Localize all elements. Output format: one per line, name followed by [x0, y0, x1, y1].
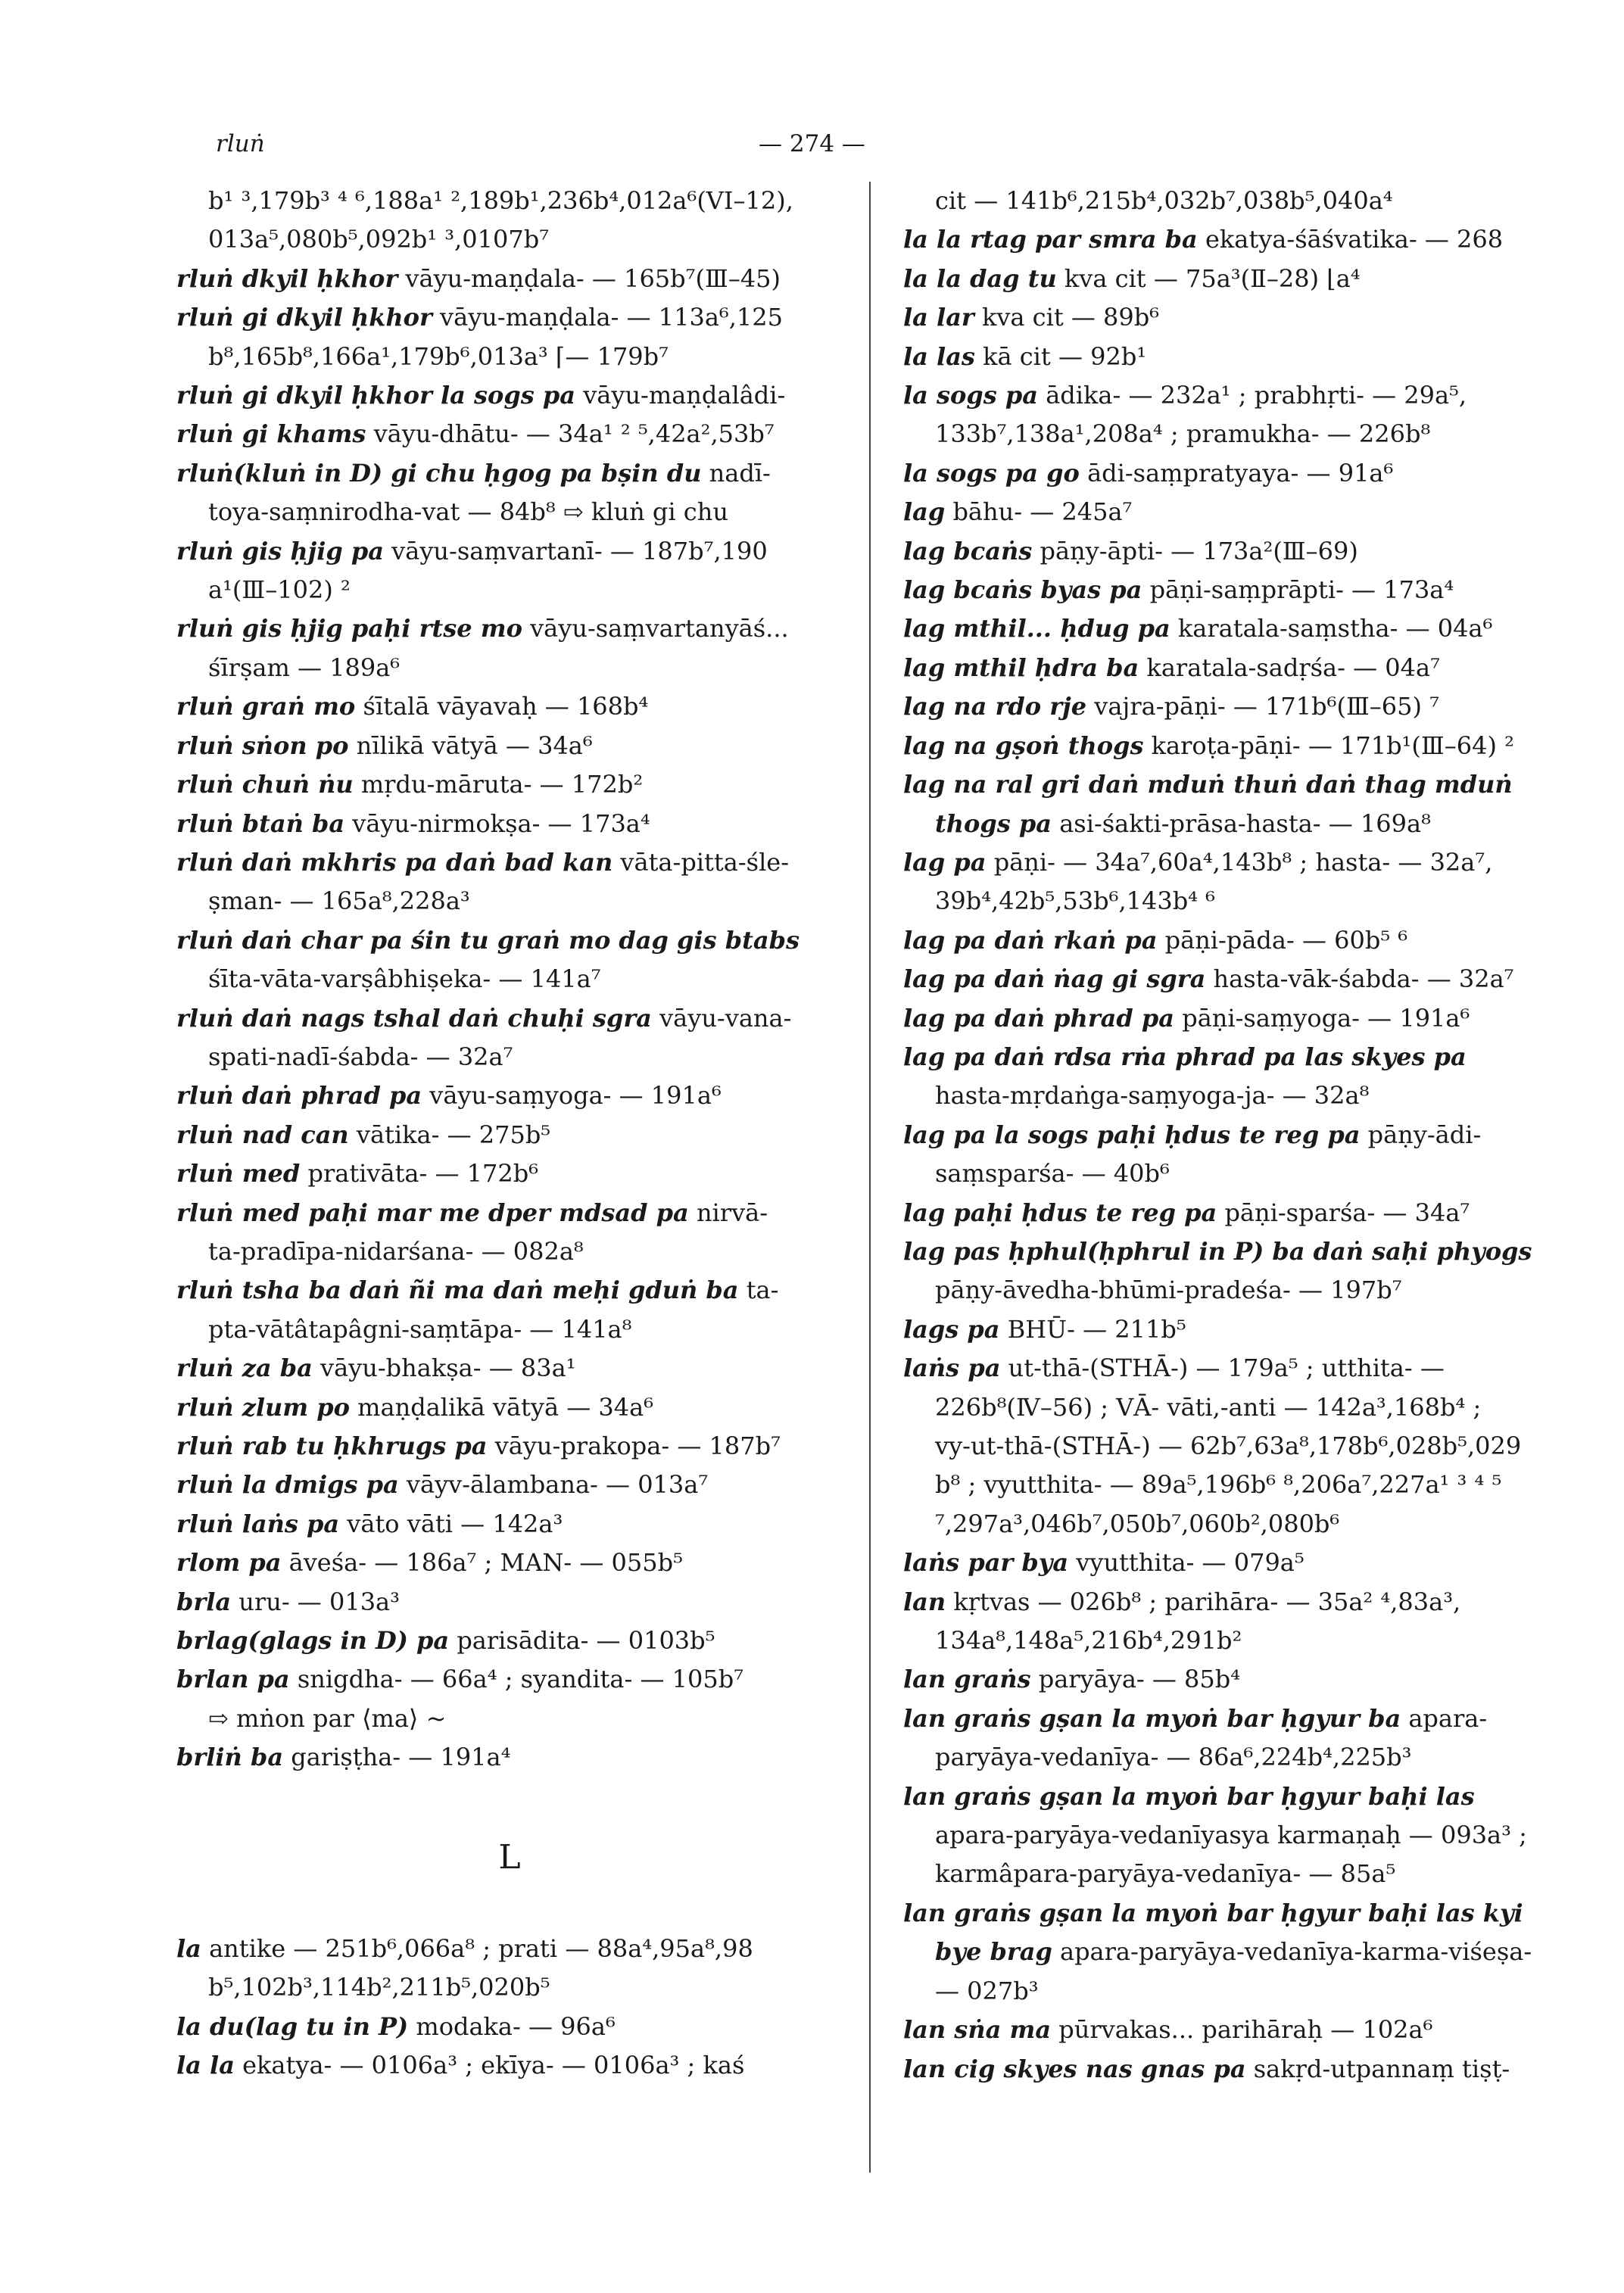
headword: rluṅ dkyil ḥkhor — [176, 263, 398, 293]
definition-text: vāyu-prakopa- — 187b⁷ — [494, 1432, 781, 1460]
right-column — [903, 182, 1532, 2089]
dictionary-line — [176, 1466, 843, 1504]
definition-text: pāṇy-āpti- — 173a²(Ⅲ–69) — [1040, 536, 1358, 565]
dictionary-line — [903, 1388, 1516, 1427]
dictionary-line — [176, 2046, 843, 2085]
definition-text: paryāya- — 85b⁴ — [1038, 1665, 1241, 1694]
dictionary-line — [176, 220, 843, 259]
definition-text: vāyu-vana- — [659, 1003, 792, 1033]
dictionary-line — [903, 260, 1516, 298]
definition-text: 226b⁸(Ⅳ–56) ; VĀ- vāti,-anti — 142a³,168b⁴ ; — [935, 1392, 1482, 1422]
definition-text: vāyu-maṇḍalâdi- — [583, 381, 786, 410]
section-letter: L — [498, 1837, 521, 1877]
dictionary-line — [903, 649, 1516, 687]
definition-text: śītalā vāyavaḥ — 168b⁴ — [363, 692, 649, 721]
dictionary-line — [903, 1816, 1527, 1855]
dictionary-line — [903, 1154, 1516, 1193]
headword: rluṅ daṅ nags tshal daṅ chuḥi sgra — [176, 1003, 652, 1033]
dictionary-line — [176, 260, 843, 298]
definition-text: vātika- — 275b⁵ — [356, 1120, 551, 1149]
dictionary-line — [176, 843, 843, 882]
definition-text: vāyu-nirmokṣa- — 173a⁴ — [352, 808, 650, 838]
definition-text: vāyu-saṃvartanyāś... — [530, 614, 789, 643]
dictionary-line — [903, 1777, 1516, 1816]
definition-text: vāyu-maṇḍala- — 113a⁶,125 — [440, 303, 783, 332]
dictionary-line — [903, 493, 1516, 531]
headword: brliṅ ba — [176, 1743, 284, 1772]
headword: lag paḥi ḥdus te reg pa — [903, 1198, 1217, 1227]
definition-text: paryāya-vedanīya- — 86a⁶,224b⁴,225b³ — [935, 1743, 1412, 1772]
dictionary-line — [176, 571, 843, 609]
dictionary-line — [903, 220, 1516, 259]
headword: lag pa daṅ rkaṅ pa — [903, 925, 1158, 955]
dictionary-line — [176, 1038, 843, 1076]
dictionary-line — [903, 1894, 1523, 1933]
headword: thogs pa — [935, 808, 1052, 838]
dictionary-line — [176, 1505, 843, 1544]
headword: rluṅ(kluṅ in D) gi chu ḥgog pa bṣin du — [176, 458, 702, 488]
headword: rluṅ gis ḥjig paḥi rtse mo — [176, 614, 522, 643]
headword: rluṅ za ba — [176, 1354, 313, 1383]
definition-text: vāta-pitta-śle- — [620, 847, 790, 877]
headword: lag pa daṅ phrad pa — [903, 1003, 1175, 1033]
definition-text: 013a⁵,080b⁵,092b¹ ³,0107b⁷ — [208, 225, 550, 254]
definition-text: pāṇi-pāda- — 60b⁵ ⁶ — [1164, 925, 1408, 955]
definition-text: karatala-sadṛśa- — 04a⁷ — [1146, 653, 1440, 682]
headword: lag mthil ḥdra ba — [903, 653, 1139, 682]
dictionary-line — [903, 376, 1516, 415]
definition-text: — 027b³ — [935, 1976, 1039, 2005]
definition-text: nīlikā vātyā — 34a⁶ — [356, 731, 593, 760]
definition-text: a¹(Ⅲ–102) ² — [208, 575, 351, 605]
definition-text: saṃsparśa- — 40b⁶ — [935, 1159, 1170, 1189]
headword: lan graṅs — [903, 1665, 1031, 1694]
left-entries — [176, 182, 843, 1777]
definition-text: vy-ut-thā-(STHĀ-) — 62b⁷,63a⁸,178b⁶,028b⁵,029 — [935, 1432, 1522, 1460]
definition-text: b⁸ ; vyutthita- — 89a⁵,196b⁶ ⁸,206a⁷,227a¹ ³ ⁴ ⁵ — [935, 1470, 1502, 1500]
headword: rluṅ btaṅ ba — [176, 808, 345, 838]
dictionary-line — [176, 1622, 843, 1660]
headword: rlom pa — [176, 1548, 282, 1578]
headword: lan — [903, 1587, 946, 1616]
dictionary-line — [903, 1622, 1516, 1660]
headword: lan graṅs gṣan la myoṅ bar ḥgyur baḥi las — [903, 1781, 1475, 1811]
dictionary-line — [176, 298, 843, 337]
headword: lag bcaṅs — [903, 536, 1033, 565]
definition-text: ta- — [746, 1276, 779, 1305]
definition-text: kā cit — 92b¹ — [983, 341, 1147, 371]
definition-text: ādi-saṃpratyaya- — 91a⁶ — [1087, 458, 1394, 488]
definition-text: kva cit — 89b⁶ — [981, 303, 1160, 332]
definition-text: pūrvakas... parihāraḥ — 102a⁶ — [1058, 2015, 1433, 2045]
definition-text: apara- — [1408, 1703, 1488, 1733]
dictionary-line — [176, 765, 843, 804]
dictionary-line — [903, 805, 1516, 843]
headword: rluṅ gi dkyil ḥkhor — [176, 303, 432, 332]
headword: lan graṅs gṣan la myoṅ bar ḥgyur baḥi las kyi — [903, 1898, 1523, 1927]
dictionary-line — [903, 609, 1516, 648]
definition-text: āveśa- — 186a⁷ ; MAN- — 055b⁵ — [288, 1548, 683, 1578]
definition-text: 39b⁴,42b⁵,53b⁶,143b⁴ ⁶ — [935, 886, 1215, 916]
dictionary-line — [903, 2011, 1516, 2049]
definition-text: asi-śakti-prāsa-hasta- — 169a⁸ — [1059, 808, 1431, 838]
dictionary-line — [903, 1076, 1516, 1115]
dictionary-line — [176, 2008, 843, 2046]
dictionary-line — [176, 921, 843, 960]
headword: la sogs pa — [903, 381, 1039, 410]
dictionary-line — [903, 182, 1516, 220]
headword: lag mthil... ḥdug pa — [903, 614, 1170, 643]
headword: rluṅ nad can — [176, 1120, 349, 1149]
definition-text: karmâpara-paryāya-vedanīya- — 85a⁵ — [935, 1859, 1396, 1889]
headword: rluṅ med paḥi mar me dper mdsad pa — [176, 1198, 689, 1227]
definition-text: karoṭa-pāṇi- — 171b¹(Ⅲ–64) ² — [1151, 731, 1514, 760]
headword: lag — [903, 497, 946, 527]
headword: lags pa — [903, 1314, 1000, 1344]
dictionary-line — [903, 1933, 1532, 1971]
definition-text: spati-nadī-śabda- — 32a⁷ — [208, 1042, 513, 1071]
definition-text: maṇḍalikā vātyā — 34a⁶ — [357, 1392, 654, 1422]
dictionary-line — [176, 1194, 843, 1232]
headword: la — [176, 1934, 201, 1964]
dictionary-line — [903, 1116, 1516, 1154]
headword: rluṅ rab tu ḥkhrugs pa — [176, 1432, 488, 1460]
dictionary-line — [176, 609, 843, 648]
headword: lag pa daṅ rdsa rṅa phrad pa las skyes pa — [903, 1042, 1467, 1071]
dictionary-line — [903, 727, 1516, 765]
headword: lag bcaṅs byas pa — [903, 575, 1142, 605]
dictionary-line — [903, 1427, 1522, 1466]
headword: rluṅ tsha ba daṅ ñi ma daṅ meḥi gduṅ ba — [176, 1276, 739, 1305]
definition-text: vāyu-dhātu- — 34a¹ ² ⁵,42a²,53b⁷ — [373, 419, 775, 449]
headword: rluṅ sṅon po — [176, 731, 349, 760]
dictionary-line — [903, 1544, 1516, 1582]
dictionary-line — [903, 571, 1516, 609]
definition-text: pāṇi-saṃprāpti- — 173a⁴ — [1149, 575, 1454, 605]
definition-text: cit — 141b⁶,215b⁴,032b⁷,038b⁵,040a⁴ — [935, 186, 1393, 215]
definition-text: gariṣṭha- — 191a⁴ — [291, 1743, 511, 1772]
dictionary-line — [903, 1699, 1516, 1738]
definition-text: toya-saṃnirodha-vat — 84b⁸ ⇨ kluṅ gi chu — [208, 497, 728, 527]
dictionary-line — [176, 1349, 843, 1388]
headword: rluṅ zlum po — [176, 1392, 350, 1422]
definition-text: pāṇi-sparśa- — 34a⁷ — [1224, 1198, 1470, 1227]
definition-text: apara-paryāya-vedanīya-karma-viśeṣa- — [1059, 1937, 1532, 1967]
headword: rluṅ gis ḥjig pa — [176, 536, 384, 565]
definition-text: BHŪ- — 211b⁵ — [1007, 1314, 1186, 1344]
dictionary-line — [176, 1154, 843, 1193]
headword: rluṅ gi dkyil ḥkhor la sogs pa — [176, 381, 576, 410]
headword: lag na rdo rje — [903, 692, 1087, 721]
dictionary-line — [903, 2050, 1516, 2089]
dictionary-line — [903, 843, 1516, 882]
definition-text: vāto vāti — 142a³ — [347, 1509, 563, 1538]
left-column — [176, 182, 843, 2086]
dictionary-line — [176, 1232, 843, 1271]
dictionary-line — [903, 415, 1516, 453]
dictionary-line — [176, 338, 843, 376]
dictionary-line — [903, 1232, 1532, 1271]
headword: laṅs par bya — [903, 1548, 1069, 1578]
dictionary-line — [903, 1972, 1516, 2011]
headword: lag pa — [903, 847, 987, 877]
headword: lan graṅs gṣan la myoṅ bar ḥgyur ba — [903, 1703, 1401, 1733]
headword: lag na gṣoṅ thogs — [903, 731, 1144, 760]
definition-text: vāyu-maṇḍala- — 165b⁷(Ⅲ–45) — [405, 263, 781, 293]
headword: laṅs pa — [903, 1354, 1001, 1383]
headword: rluṅ daṅ char pa śin tu graṅ mo dag gis btabs — [176, 925, 800, 955]
headword: bye brag — [935, 1937, 1052, 1967]
definition-text: snigdha- — 66a⁴ ; syandita- — 105b⁷ — [297, 1665, 744, 1694]
definition-text: ādika- — 232a¹ ; prabhṛti- — 29a⁵, — [1046, 381, 1467, 410]
headword: rluṅ daṅ phrad pa — [176, 1081, 422, 1111]
definition-text: śīrṣam — 189a⁶ — [208, 653, 401, 682]
running-head: rluṅ — [216, 130, 265, 157]
page-number: — 274 — — [759, 130, 865, 157]
dictionary-line — [176, 454, 843, 493]
dictionary-line — [903, 1194, 1516, 1232]
definition-text: vāyu-saṃyoga- — 191a⁶ — [429, 1081, 722, 1111]
definition-text: pāṇi-saṃyoga- — 191a⁶ — [1182, 1003, 1470, 1033]
dictionary-line — [176, 727, 843, 765]
definition-text: ut-thā-(STHĀ-) — 179a⁵ ; utthita- — — [1008, 1354, 1445, 1383]
dictionary-line — [176, 182, 843, 220]
definition-text: 133b⁷,138a¹,208a⁴ ; pramukha- — 226b⁸ — [935, 419, 1431, 449]
definition-text: 134a⁸,148a⁵,216b⁴,291b² — [935, 1626, 1242, 1656]
dictionary-line — [176, 532, 843, 571]
definition-text: antike — 251b⁶,066a⁸ ; prati — 88a⁴,95a⁸,98 — [209, 1934, 753, 1964]
dictionary-line — [176, 999, 843, 1038]
headword: la la dag tu — [903, 263, 1057, 293]
definition-text: ⇨ mṅon par ⟨ma⟩ ~ — [208, 1703, 447, 1733]
definition-text: pāṇi- — 34a⁷,60a⁴,143b⁸ ; hasta- — 32a⁷, — [993, 847, 1493, 877]
definition-text: uru- — 013a³ — [238, 1587, 400, 1616]
definition-text: kva cit — 75a³(Ⅱ–28) ⌊a⁴ — [1064, 263, 1361, 293]
dictionary-line — [903, 454, 1516, 493]
dictionary-line — [903, 298, 1516, 337]
headword: rluṅ chuṅ ṅu — [176, 770, 354, 799]
definition-text: nadī- — [709, 458, 771, 488]
headword: la sogs pa go — [903, 458, 1080, 488]
headword: la la — [176, 2051, 235, 2080]
dictionary-line — [176, 493, 843, 531]
headword: brla — [176, 1587, 232, 1616]
definition-text: karatala-saṃstha- — 04a⁶ — [1177, 614, 1493, 643]
dictionary-line — [176, 805, 843, 843]
definition-text: ṣman- — 165a⁸,228a³ — [208, 886, 470, 916]
dictionary-line — [176, 1660, 843, 1699]
definition-text: vyutthita- — 079a⁵ — [1076, 1548, 1304, 1578]
definition-text: kṛtvas — 026b⁸ ; parihāra- — 35a² ⁴,83a³, — [953, 1587, 1461, 1616]
dictionary-line — [176, 1310, 843, 1349]
definition-text: b⁵,102b³,114b²,211b⁵,020b⁵ — [208, 1973, 550, 2002]
dictionary-line — [903, 338, 1516, 376]
definition-text: pāṇy-ādi- — [1367, 1120, 1482, 1149]
dictionary-line — [903, 1349, 1516, 1388]
headword: rluṅ la dmigs pa — [176, 1470, 399, 1500]
definition-text: sakṛd-utpannaṃ tiṣṭ- — [1253, 2054, 1510, 2083]
headword: lag na ral gri daṅ mduṅ thuṅ daṅ thag mduṅ — [903, 770, 1513, 799]
dictionary-line — [176, 415, 843, 453]
definition-text: apara-paryāya-vedanīyasya karmaṇaḥ — 093a³ ; — [935, 1821, 1527, 1850]
headword: lan cig skyes nas gnas pa — [903, 2054, 1246, 2083]
definition-text: pāṇy-āvedha-bhūmi-pradeśa- — 197b⁷ — [935, 1276, 1402, 1305]
definition-text: b⁸,165b⁸,166a¹,179b⁶,013a³ ⌈— 179b⁷ — [208, 341, 669, 371]
headword: la las — [903, 341, 975, 371]
headword: rluṅ med — [176, 1159, 301, 1189]
definition-text: ⁷,297a³,046b⁷,050b⁷,060b²,080b⁶ — [935, 1509, 1340, 1538]
definition-text: bāhu- — 245a⁷ — [952, 497, 1133, 527]
dictionary-line — [176, 882, 843, 921]
headword: rluṅ graṅ mo — [176, 692, 356, 721]
definition-text: nirvā- — [696, 1198, 768, 1227]
dictionary-line — [176, 960, 843, 999]
headword: lag pas ḥphul(ḥphrul in P) ba daṅ saḥi phyogs — [903, 1236, 1532, 1266]
definition-text: b¹ ³,179b³ ⁴ ⁶,188a¹ ²,189b¹,236b⁴,012a⁶(VI–12), — [208, 186, 793, 215]
dictionary-line — [903, 1271, 1516, 1310]
headword: rluṅ laṅs pa — [176, 1509, 340, 1538]
dictionary-line — [903, 882, 1516, 921]
dictionary-line — [176, 1388, 843, 1427]
dictionary-line — [903, 999, 1516, 1038]
definition-text: hasta-vāk-śabda- — 32a⁷ — [1213, 964, 1514, 994]
definition-text: śīta-vāta-varṣâbhiṣeka- — 141a⁷ — [208, 964, 601, 994]
dictionary-line — [176, 649, 843, 687]
definition-text: vajra-pāṇi- — 171b⁶(Ⅲ–65) ⁷ — [1094, 692, 1439, 721]
dictionary-line — [903, 765, 1516, 804]
dictionary-line — [903, 960, 1516, 999]
definition-text: mṛdu-māruta- — 172b² — [360, 770, 644, 799]
definition-text: prativāta- — 172b⁶ — [307, 1159, 539, 1189]
dictionary-line — [176, 1699, 843, 1738]
dictionary-line — [903, 1038, 1516, 1076]
definition-text: ekatya-śāśvatika- — 268 — [1205, 225, 1504, 254]
dictionary-line — [903, 1855, 1516, 1893]
headword: lag pa la sogs paḥi ḥdus te reg pa — [903, 1120, 1361, 1149]
dictionary-line — [176, 1544, 843, 1582]
headword: la la rtag par smra ba — [903, 225, 1198, 254]
definition-text: vāyu-bhakṣa- — 83a¹ — [320, 1354, 576, 1383]
headword: lag pa daṅ ṅag gi sgra — [903, 964, 1206, 994]
dictionary-line — [903, 1466, 1516, 1504]
dictionary-line — [176, 376, 843, 415]
dictionary-line — [176, 1968, 843, 2007]
dictionary-line — [903, 1660, 1516, 1699]
definition-text: vāyv-ālambana- — 013a⁷ — [406, 1470, 709, 1500]
dictionary-line — [176, 1116, 843, 1154]
headword: lan sṅa ma — [903, 2015, 1052, 2045]
definition-text: parisādita- — 0103b⁵ — [457, 1626, 715, 1656]
definition-text: ta-pradīpa-nidarśana- — 082a⁸ — [208, 1236, 584, 1266]
dictionary-line — [903, 1505, 1516, 1544]
definition-text: ekatya- — 0106a³ ; ekīya- — 0106a³ ; kaś — [242, 2051, 745, 2080]
dictionary-line — [176, 1930, 843, 1968]
dictionary-line — [903, 1583, 1516, 1622]
headword: rluṅ daṅ mkhris pa daṅ bad kan — [176, 847, 613, 877]
headword: la lar — [903, 303, 974, 332]
dictionary-line — [903, 687, 1516, 726]
headword: brlag(glags in D) pa — [176, 1626, 450, 1656]
headword: brlan pa — [176, 1665, 290, 1694]
dictionary-line — [176, 1583, 843, 1622]
dictionary-line — [176, 687, 843, 726]
dictionary-line — [903, 921, 1516, 960]
right-entries — [903, 182, 1532, 2089]
definition-text: modaka- — 96a⁶ — [416, 2011, 616, 2041]
definition-text: pta-vātâtapâgni-saṃtāpa- — 141a⁸ — [208, 1314, 632, 1344]
definition-text: vāyu-saṃvartanī- — 187b⁷,190 — [391, 536, 768, 565]
dictionary-line — [176, 1271, 843, 1310]
dictionary-line — [176, 1738, 843, 1777]
headword: rluṅ gi khams — [176, 419, 366, 449]
dictionary-line — [903, 532, 1516, 571]
dictionary-line — [176, 1076, 843, 1115]
left-entries-after-section — [176, 1930, 843, 2086]
dictionary-line — [176, 1427, 843, 1466]
headword: la du(lag tu in P) — [176, 2011, 409, 2041]
column-divider — [869, 182, 871, 2173]
dictionary-line — [903, 1310, 1516, 1349]
dictionary-line — [903, 1738, 1516, 1777]
definition-text: hasta-mṛdaṅga-saṃyoga-ja- — 32a⁸ — [935, 1081, 1370, 1111]
